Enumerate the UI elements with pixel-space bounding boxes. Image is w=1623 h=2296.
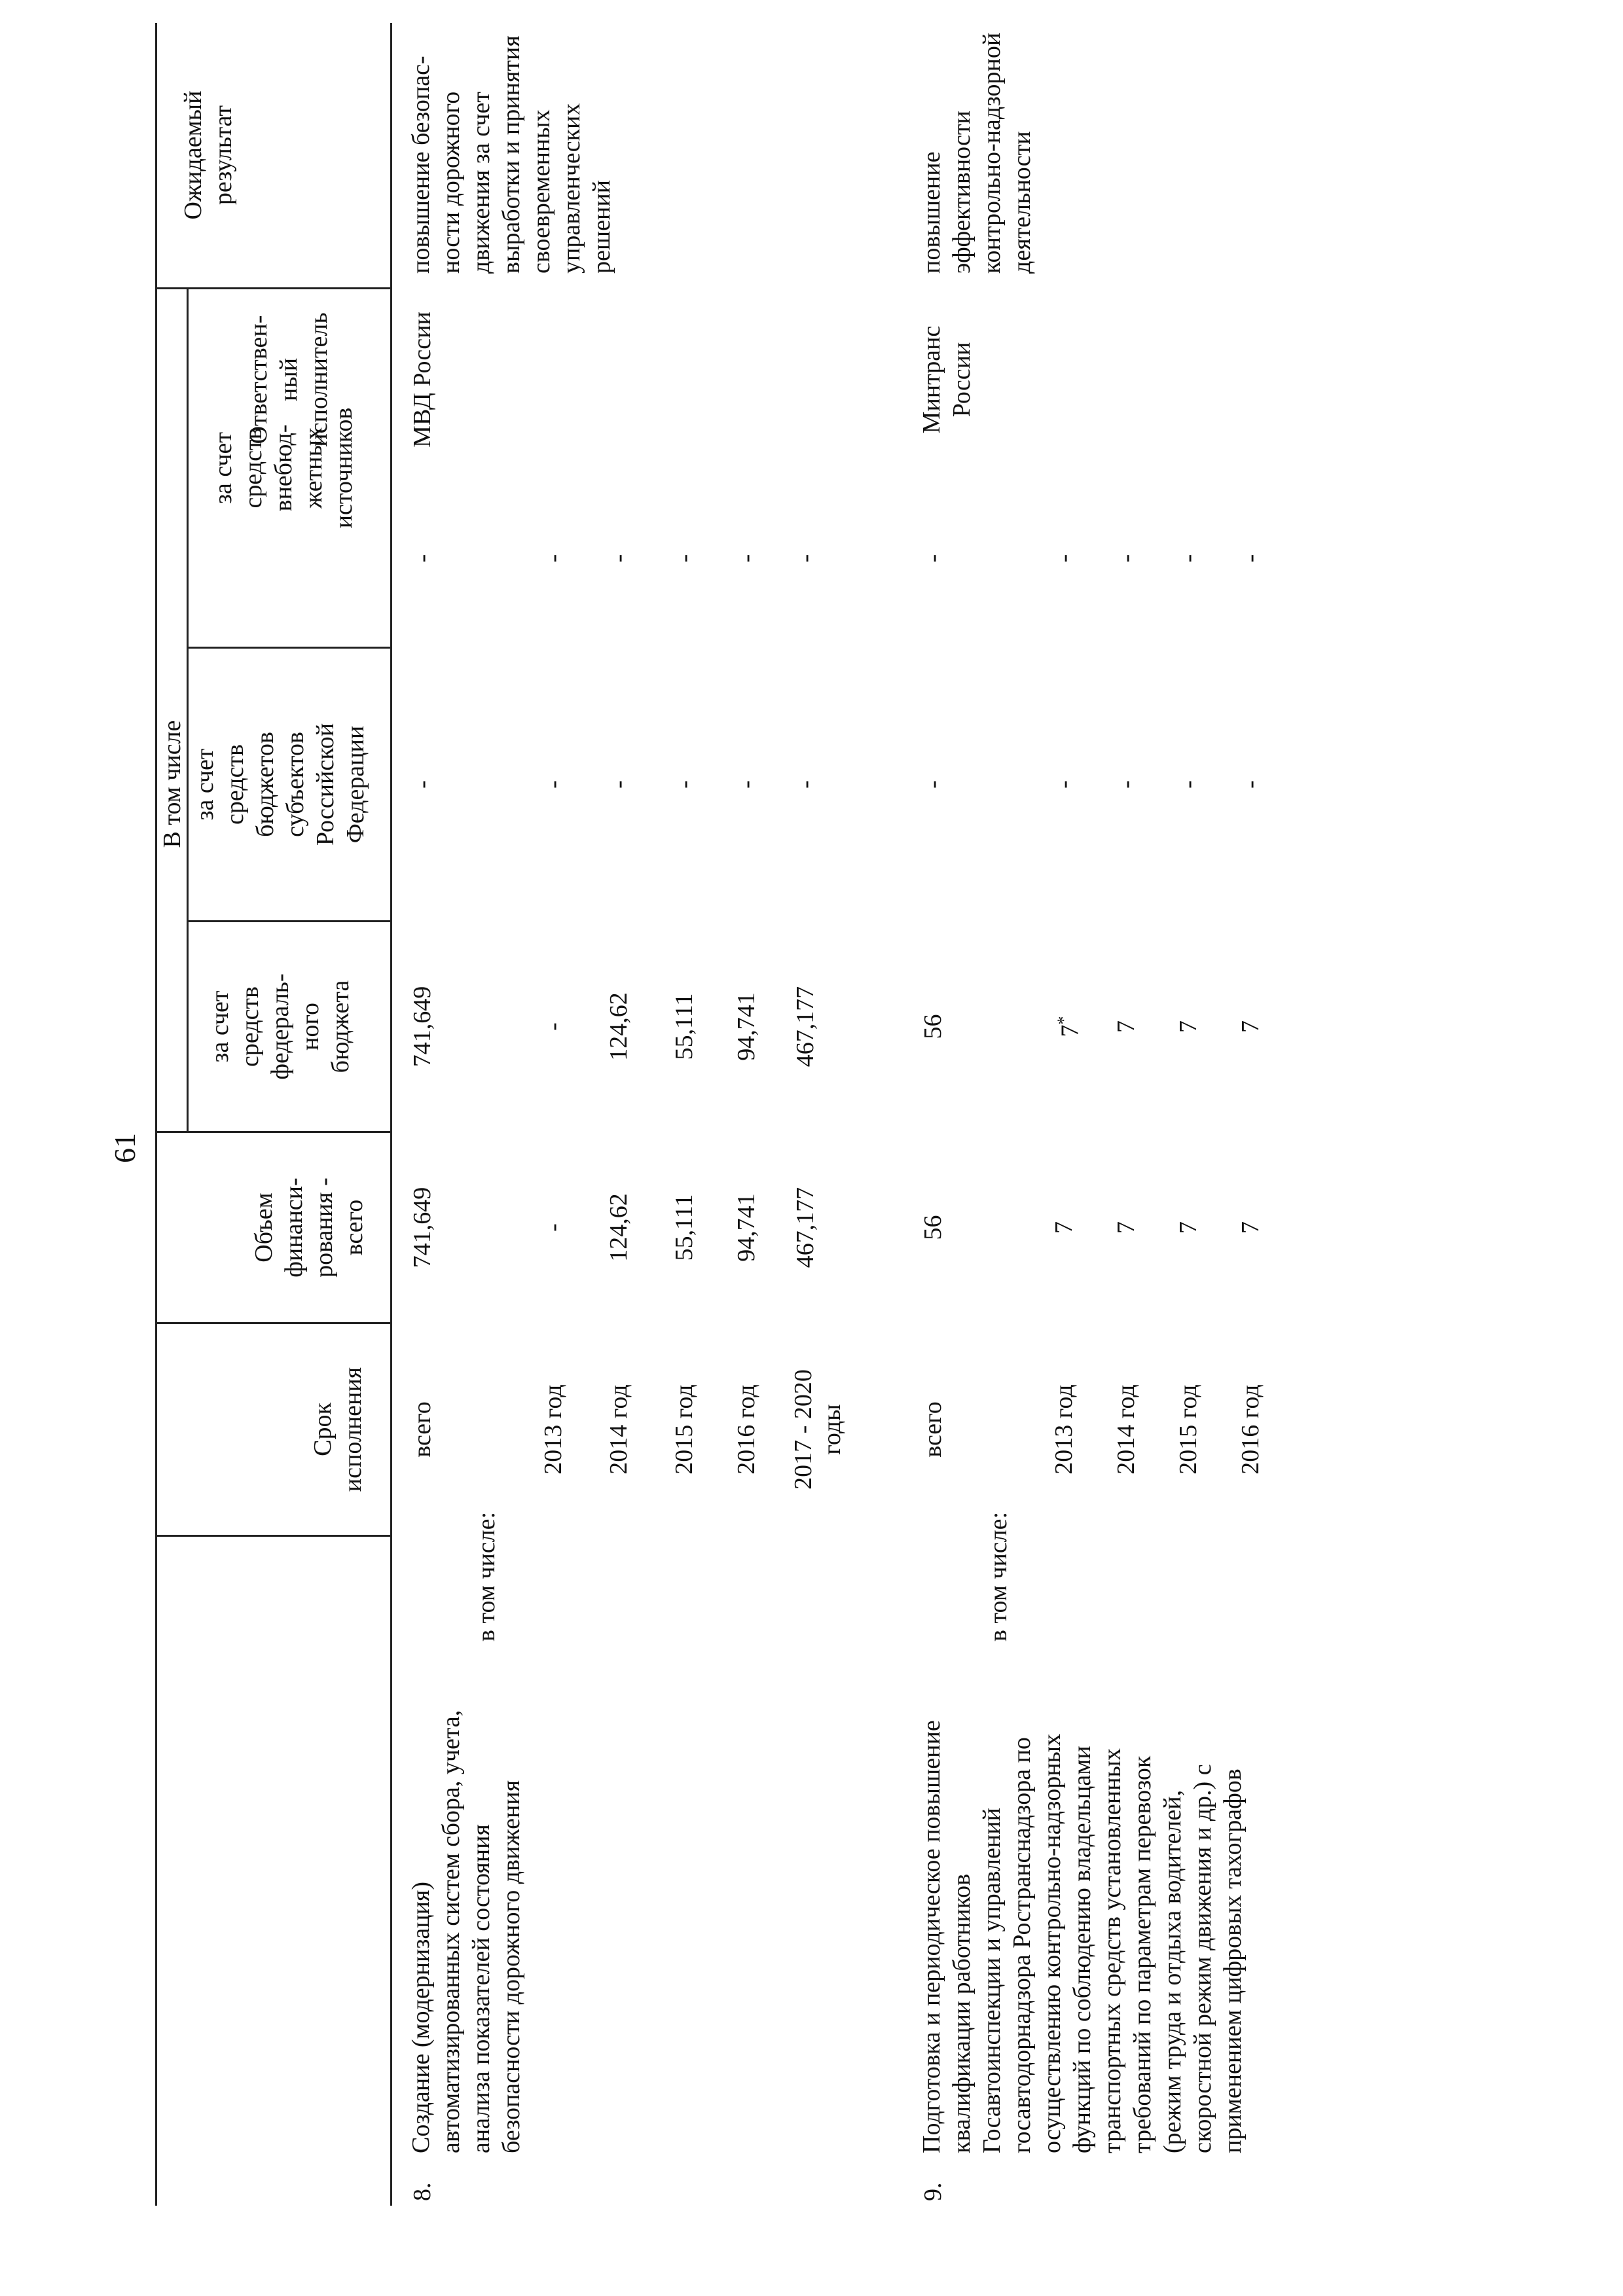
extra-cell: - (733, 554, 760, 563)
term-cell: в том числе: (985, 1511, 1012, 1641)
result-cell: повышение эффективности контрольно-надзорной деятельности (918, 32, 1036, 274)
header-executor-text: Ответствен- ный исполнитель (245, 312, 333, 447)
header-total: Объем финанси- рования - всего (250, 1177, 368, 1278)
header-regional: за счет средств бюджетов субъектов Российской Федерации (191, 723, 369, 846)
header-including: В том числе (158, 720, 186, 848)
federal-cell: 7 (1112, 1020, 1140, 1033)
item-number: 8. (409, 2182, 436, 2201)
regional-cell: - (1237, 780, 1264, 789)
regional-cell: - (733, 780, 760, 789)
extra-cell: - (409, 554, 436, 563)
page-number: 61 (108, 1133, 141, 1163)
federal-cell: 94,741 (733, 992, 760, 1061)
extra-cell: - (539, 554, 567, 563)
total-cell: 741,649 (409, 1187, 436, 1268)
total-cell: 124,62 (605, 1193, 632, 1262)
federal-cell: 124,62 (605, 992, 632, 1061)
extra-cell: - (1112, 554, 1140, 563)
term-cell: всего (919, 1401, 947, 1458)
regional-cell: - (605, 780, 632, 789)
federal-cell: 56 (919, 1014, 947, 1039)
item-number: 9. (919, 2182, 947, 2201)
item-description: Подготовка и периодическое повышение квалификации работников Госавтоинспекции и управлений госавтодорнадзора Ространснадзора по осуществлению контрольно-надзорных функций по соблюдению владельцами транспортных средств установленных требований по параметрам перевозок (режим труда и отдыха водителей, скоростной режим движения и др.) с применением цифровых тахографов (918, 1720, 1247, 2153)
extra-cell: - (1237, 554, 1264, 563)
regional-cell: - (1050, 780, 1078, 789)
header-extra: за счет средств внебюд- жетных источников (210, 407, 357, 529)
header-term: Срок исполнения (309, 1367, 367, 1492)
federal-cell: 7 (1175, 1020, 1202, 1033)
term-cell: 2013 год (539, 1384, 567, 1475)
header-result: Ожидаемый результат (179, 90, 237, 220)
term-cell: 2014 год (1112, 1384, 1140, 1475)
extra-cell: - (1050, 554, 1078, 563)
term-cell: 2015 год (1175, 1384, 1202, 1475)
extra-cell: - (670, 554, 698, 563)
item-description: Создание (модернизация) автоматизированных систем сбора, учета, анализа показателей состояния безопасности дорожного движения (407, 1710, 525, 2153)
term-cell: в том числе: (473, 1511, 500, 1641)
extra-cell: - (792, 554, 819, 563)
regional-cell: - (919, 780, 947, 789)
term-cell: 2014 год (605, 1384, 632, 1475)
federal-cell: 467,177 (792, 986, 819, 1067)
term-cell: всего (409, 1401, 436, 1458)
term-cell: 2016 год (1237, 1384, 1264, 1475)
extra-cell: - (605, 554, 632, 563)
total-cell: 7 (1237, 1221, 1264, 1234)
extra-cell: - (919, 554, 947, 563)
executor-cell: МВД России (409, 312, 436, 448)
term-cell: 2017 - 2020 годы (790, 1369, 846, 1490)
federal-cell: 7 (1237, 1020, 1264, 1033)
header-federal: за счет средств федераль- ного бюджета (206, 973, 354, 1080)
table-header-bottom-rule (390, 23, 392, 2206)
federal-cell: - (539, 1022, 567, 1031)
table-top-rule (155, 23, 157, 2206)
total-cell: 467,177 (792, 1187, 819, 1268)
total-cell: 56 (919, 1215, 947, 1240)
footnote-mark: * (1054, 1016, 1073, 1025)
regional-cell: - (670, 780, 698, 789)
term-cell: 2015 год (670, 1384, 698, 1475)
regional-cell: - (1175, 780, 1202, 789)
regional-cell: - (792, 780, 819, 789)
result-cell: повышение безопас- ности дорожного движения за счет выработки и принятия своевременных управленческих решений (407, 35, 615, 274)
total-cell: 7 (1175, 1221, 1202, 1234)
total-cell: 7 (1050, 1221, 1078, 1234)
total-cell: 7 (1112, 1221, 1140, 1234)
federal-cell: 741,649 (409, 986, 436, 1067)
total-cell: 94,741 (733, 1193, 760, 1262)
regional-cell: - (539, 780, 567, 789)
col-divider-term (155, 1535, 392, 1537)
extra-cell: - (1175, 554, 1202, 563)
federal-cell: 55,111 (670, 993, 698, 1060)
regional-cell: - (1112, 780, 1140, 789)
total-cell: 55,111 (670, 1194, 698, 1261)
term-cell: 2016 год (733, 1384, 760, 1475)
regional-cell: - (409, 780, 436, 789)
term-cell: 2013 год (1050, 1384, 1078, 1475)
total-cell: - (539, 1223, 567, 1232)
executor-cell: Минтранс России (918, 325, 976, 434)
federal-cell: 7* (1054, 1016, 1084, 1037)
